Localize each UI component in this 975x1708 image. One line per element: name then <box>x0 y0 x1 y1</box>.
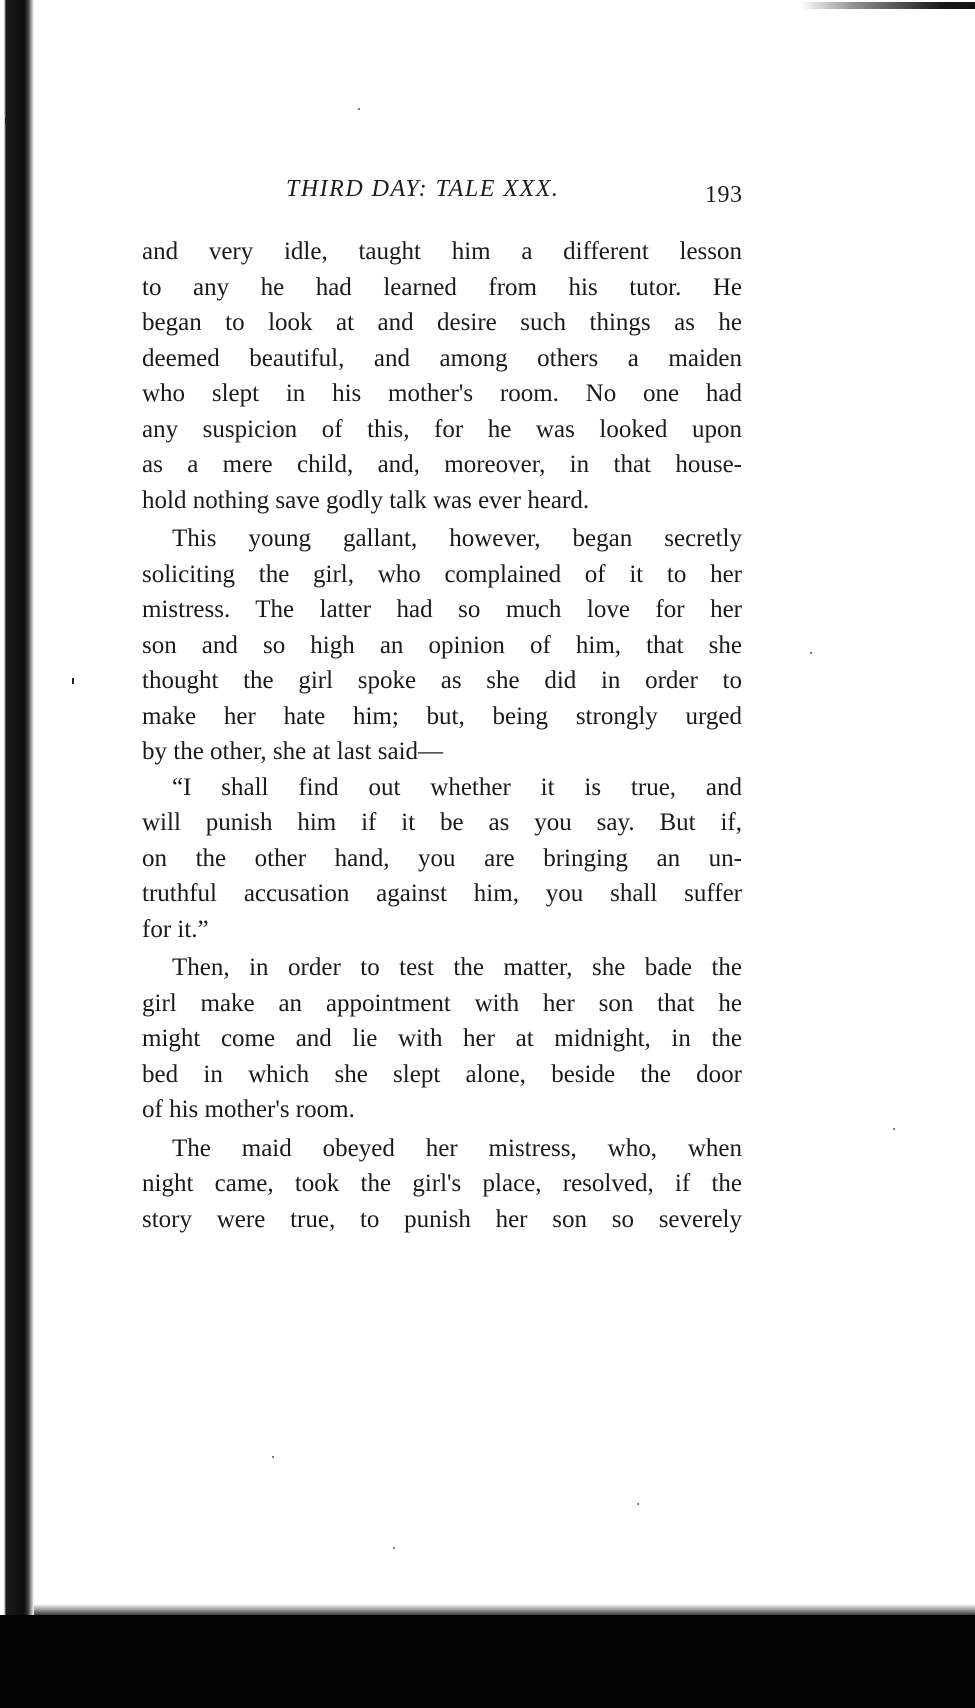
text-line: hold nothing save godly talk was ever heard. <box>142 486 590 514</box>
text-line: deemed beautiful, and among others a maiden <box>142 344 742 372</box>
page-number: 193 <box>705 182 743 208</box>
scan-speck <box>72 678 74 684</box>
paragraph <box>142 1131 742 1238</box>
text-line: night came, took the girl's place, resolved, if the <box>142 1170 742 1197</box>
paragraph <box>142 770 742 948</box>
text-line: make her hate him; but, being strongly urged <box>142 702 742 730</box>
text-line: by the other, she at last said— <box>142 738 444 765</box>
page-binding-edge <box>0 0 34 1708</box>
body-text <box>142 234 742 1237</box>
text-line: Then, in order to test the matter, she bade the <box>172 954 742 981</box>
text-line: thought the girl spoke as she did in order to <box>142 667 742 694</box>
text-line: began to look at and desire such things as he <box>142 309 742 336</box>
text-line: truthful accusation against him, you shall suffer <box>142 880 742 907</box>
text-line: will punish him if it be as you say. But if, <box>142 809 742 836</box>
text-line: and very idle, taught him a different lesson <box>142 238 742 265</box>
scan-dot <box>272 1456 274 1458</box>
text-line: who slept in his mother's room. No one had <box>142 380 742 407</box>
text-line: soliciting the girl, who complained of it to her <box>142 560 742 588</box>
paragraph <box>142 521 742 770</box>
text-line: on the other hand, you are bringing an un- <box>142 844 742 872</box>
text-line: story were true, to punish her son so severely <box>142 1205 742 1233</box>
paragraph <box>142 234 742 518</box>
scan-dot <box>358 108 360 110</box>
running-title: THIRD DAY: TALE XXX. <box>286 176 560 202</box>
text-line: of his mother's room. <box>142 1096 355 1123</box>
text-line: as a mere child, and, moreover, in that house- <box>142 451 742 478</box>
scan-speck <box>5 118 7 124</box>
paragraph <box>142 950 742 1128</box>
scan-streak <box>800 2 975 9</box>
text-line: might come and lie with her at midnight, in the <box>142 1025 742 1052</box>
text-line: son and so high an opinion of him, that she <box>142 631 742 659</box>
text-line: for it.” <box>142 915 209 943</box>
text-line: The maid obeyed her mistress, who, when <box>172 1134 742 1162</box>
text-line: This young gallant, however, began secretly <box>172 525 742 552</box>
text-line: bed in which she slept alone, beside the door <box>142 1060 742 1088</box>
text-line: mistress. The latter had so much love for her <box>142 596 742 623</box>
text-line: any suspicion of this, for he was looked upon <box>142 415 742 443</box>
scan-dot <box>637 1503 639 1505</box>
text-line: girl make an appointment with her son that he <box>142 989 742 1017</box>
scan-dot <box>393 1547 395 1549</box>
text-line: “I shall find out whether it is true, and <box>172 773 742 801</box>
scanner-bottom-band <box>0 1615 975 1708</box>
scan-dot <box>893 1128 895 1130</box>
page-header <box>142 176 742 216</box>
scan-dot <box>810 652 812 654</box>
text-line: to any he had learned from his tutor. He <box>142 273 742 301</box>
